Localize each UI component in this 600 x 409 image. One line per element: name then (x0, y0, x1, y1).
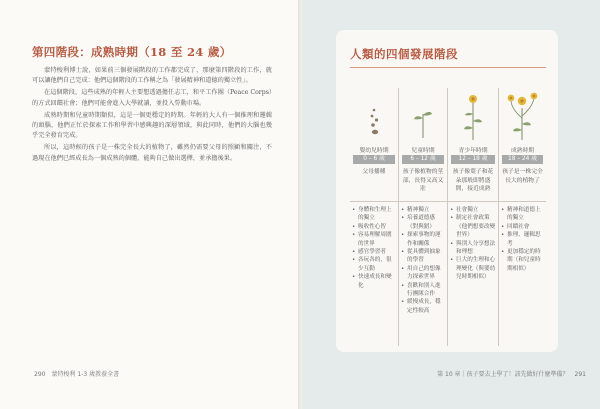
list-item: • 吸收性心智 (352, 223, 396, 231)
stages-table (350, 88, 546, 346)
list-item: • 與別人分享想法和理想 (450, 240, 496, 257)
paragraph: 成熟時期和兒童時期類似，這是一個更穩定的時期。年輕的大人有一個推理和邏輯的頭腦，他們正忙於探索工作和學習中感興趣的深層領域，與此同時，他們的大腦也幾乎完全發育完成。 (32, 111, 272, 140)
characteristics-list (450, 206, 496, 282)
stage-role: 孩子是一株完全長大的植物了 (502, 169, 543, 184)
list-item: • 喜歡和別人進行團隊合作 (401, 282, 445, 299)
stage-column-infancy (350, 88, 398, 346)
paragraph: 蒙特梭利博士說，如果前三個發展階段的工作都完成了，那麼第四階段的工作，就可以讓他們自己完成：他們這個階段的工作稱之為「發展精神和道德的獨立性」。 (32, 67, 272, 85)
list-item: • 回饋社會 (501, 223, 544, 231)
list-item: • 精神獨立 (401, 206, 445, 214)
bud-plant-icon (448, 88, 498, 142)
list-item: • 身體和生理上的獨立 (352, 206, 396, 223)
development-stages-card (336, 30, 558, 352)
characteristics-list (501, 206, 544, 273)
list-item: • 各玩各的，很少互動 (352, 256, 396, 273)
left-page (0, 0, 298, 409)
flowering-plant-icon (499, 88, 546, 142)
age-range: 18 – 24 歲 (502, 155, 543, 164)
paragraph: 所以，這時候的孩子是一株完全長大的植物了，雖然仍需要父母的照顧和關注，不過現在他們已經成長為一個成熟的個體，能夠自己做出選擇，並承擔後果。 (32, 144, 272, 162)
list-item: • 精神和道德上的獨立 (501, 206, 544, 223)
stage-role: 孩子像葉子和花朵那般即將盛開，接近成熟 (452, 169, 494, 193)
characteristics-list (352, 206, 396, 290)
list-item: • 培養道德感（對與錯） (401, 214, 445, 231)
characteristics-list (401, 206, 445, 315)
list-item: • 更加穩定的時期（和兒童時期相似） (501, 248, 544, 273)
age-range: 0 – 6 歲 (353, 155, 395, 164)
list-item: • 探索事物的運作和關係 (401, 231, 445, 248)
sprout-icon (399, 88, 447, 142)
stage-name: 青少年時期 (458, 148, 488, 154)
body-text (32, 66, 272, 166)
stage-column-adolescence (448, 88, 498, 346)
page-footer-left: 290 蒙特梭利 1-3 歲教養全書 (34, 371, 120, 378)
stage-name: 嬰幼兒時期 (359, 148, 389, 154)
list-item: • 推理、邏輯思考 (501, 231, 544, 248)
list-item: • 感官學習者 (352, 248, 396, 256)
page-footer-right: 第 10 章｜孩子要去上學了！該先做好什麼準備？ 291 (437, 371, 586, 378)
card-title: 人類的四個發展階段 (350, 47, 458, 61)
list-item: • 巨大的生理和心理變化（與嬰幼兒時期相似） (450, 256, 496, 281)
list-item: • 制定社會政策（他們想要改變世界） (450, 214, 496, 239)
stage-role: 父母播種 (362, 169, 386, 175)
stage-name: 兒童時期 (411, 148, 435, 154)
list-item: • 緩慢成長，穩定性較高 (401, 298, 445, 315)
chapter-title: 第四階段：成熟時期（18 至 24 歲） (32, 45, 232, 59)
list-item: • 快速成長和變化 (352, 273, 396, 290)
age-range: 12 – 18 歲 (451, 155, 495, 164)
paragraph: 在這個階段，這些成熟的年輕人主要想透過擔任志工，和平工作團（Peace Corps）的方式回饋社會；他們可能會進入大學就讀，並投入勞動市場。 (32, 89, 272, 107)
stage-role: 孩子像植物的莖部，長得又高又壯 (402, 169, 444, 193)
list-item: • 從具體到抽象的學習 (401, 248, 445, 265)
stage-name: 成熟時期 (510, 148, 535, 154)
list-item: • 社會獨立 (450, 206, 496, 214)
list-item: • 用自己的想像力探索世界 (401, 265, 445, 282)
seed-icon (350, 88, 398, 142)
title-divider (350, 67, 546, 68)
age-range: 6 – 12 歲 (402, 155, 444, 164)
stage-column-maturity (499, 88, 546, 346)
stage-column-childhood (399, 88, 447, 346)
list-item: • 容易理解周圍的世界 (352, 231, 396, 248)
